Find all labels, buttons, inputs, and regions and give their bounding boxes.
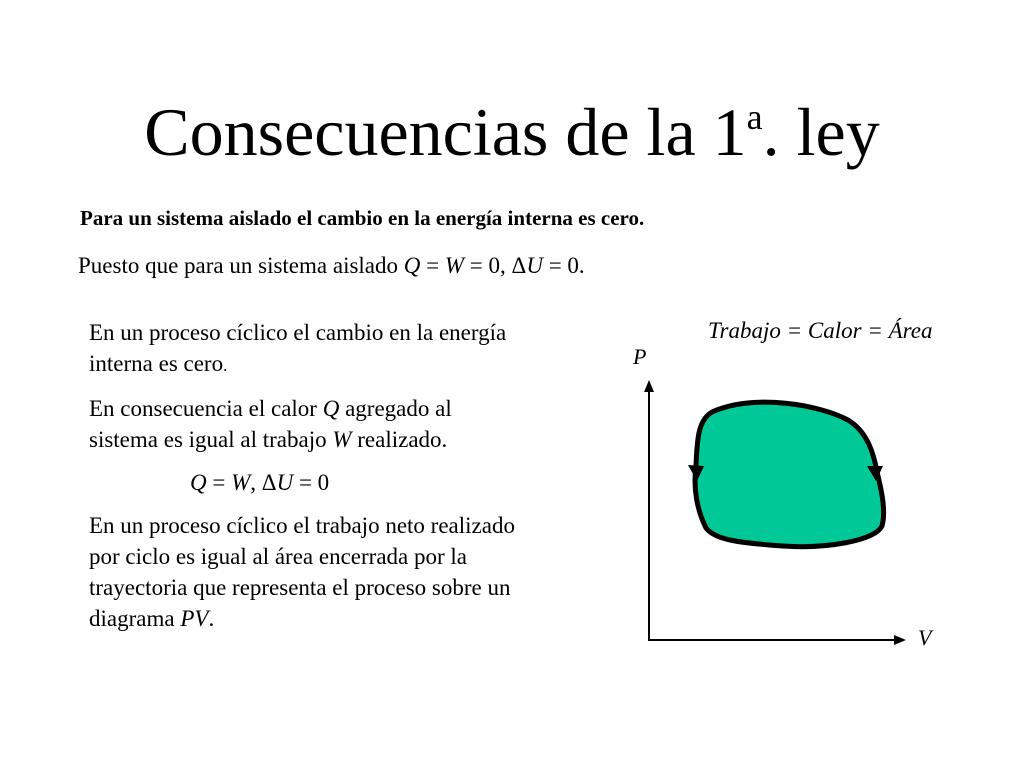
net-work-paragraph: En un proceso cíclico el trabajo neto realizado por ciclo es igual al área encerrada por la trayectoria que representa el proceso sobre un diagrama PV. (89, 513, 515, 631)
area-caption: Trabajo = Calor = Área (708, 318, 933, 343)
slide-title: Consecuencias de la 1$^a$. ley (144, 94, 880, 170)
pressure-axis-label: P (633, 344, 647, 369)
cyclic-energy-paragraph: En un proceso cíclico el cambio en la energía interna es cero. (89, 320, 507, 376)
volume-axis-label: V (918, 625, 932, 650)
cycle-region (695, 402, 884, 546)
title-superscript: a (746, 97, 763, 137)
equation-line: Q = W, ΔU = 0 (190, 470, 330, 495)
isolated-statement: Para un sistema aislado el cambio en la energía interna es cero. (80, 206, 645, 230)
pressure-axis-arrowhead (644, 380, 654, 392)
heat-work-paragraph: En consecuencia el calor Q agregado al sistema es igual al trabajo W realizado. (89, 396, 452, 452)
volume-axis-arrowhead (894, 635, 906, 645)
isolated-system-text: Puesto que para un sistema aislado Q = W = 0, ΔU = 0. (78, 253, 585, 278)
